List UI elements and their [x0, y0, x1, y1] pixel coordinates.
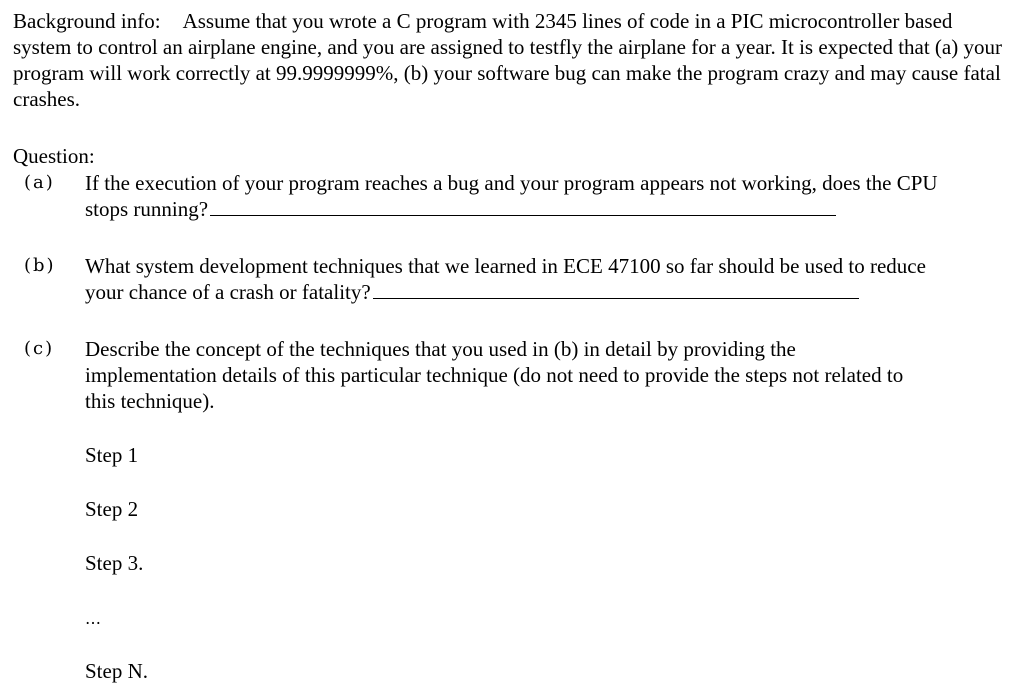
step-3: Step 3.: [85, 551, 144, 575]
question-c-text: [85, 336, 1015, 414]
question-b-line2-text: your chance of a crash or fatality?: [85, 280, 371, 304]
question-a-text: [85, 170, 1015, 222]
question-c-line1: Describe the concept of the techniques that you used in (b) in detail by providing the: [85, 337, 796, 361]
question-b-text: [85, 253, 1015, 305]
step-2: Step 2: [85, 497, 139, 521]
question-c-label: (c): [24, 338, 55, 359]
question-a-line1: If the execution of your program reaches a bug and your program appears not working, does the CPU: [85, 171, 938, 195]
background-info-label: Background info:: [13, 9, 161, 33]
question-b-line2: [85, 279, 1015, 305]
question-b-line1: What system development techniques that we learned in ECE 47100 so far should be used to reduce: [85, 254, 926, 278]
step-ellipsis: …: [85, 609, 101, 628]
answer-blank-a[interactable]: [210, 197, 836, 216]
answer-blank-b[interactable]: [373, 280, 859, 299]
step-n: Step N.: [85, 659, 148, 683]
background-info-text: Assume that you wrote a C program with 2345 lines of code in a PIC microcontroller based system to control an airplane engine, and you are assigned to testfly the airplane for a year. It is expected that (a) your program will work correctly at 99.9999999%, (b) your software bug can make the program crazy and may cause fatal crashes.: [13, 9, 1002, 111]
question-a-line2: [85, 196, 1015, 222]
question-c-line2: implementation details of this particular technique (do not need to provide the steps not related to: [85, 363, 904, 387]
question-a-label: (a): [24, 172, 55, 193]
question-c-line3: this technique).: [85, 389, 215, 413]
question-heading: Question:: [13, 144, 95, 168]
question-b-label: (b): [24, 255, 56, 276]
background-info-paragraph: [13, 8, 1013, 112]
step-1: Step 1: [85, 443, 139, 467]
question-a-line2-text: stops running?: [85, 197, 209, 221]
